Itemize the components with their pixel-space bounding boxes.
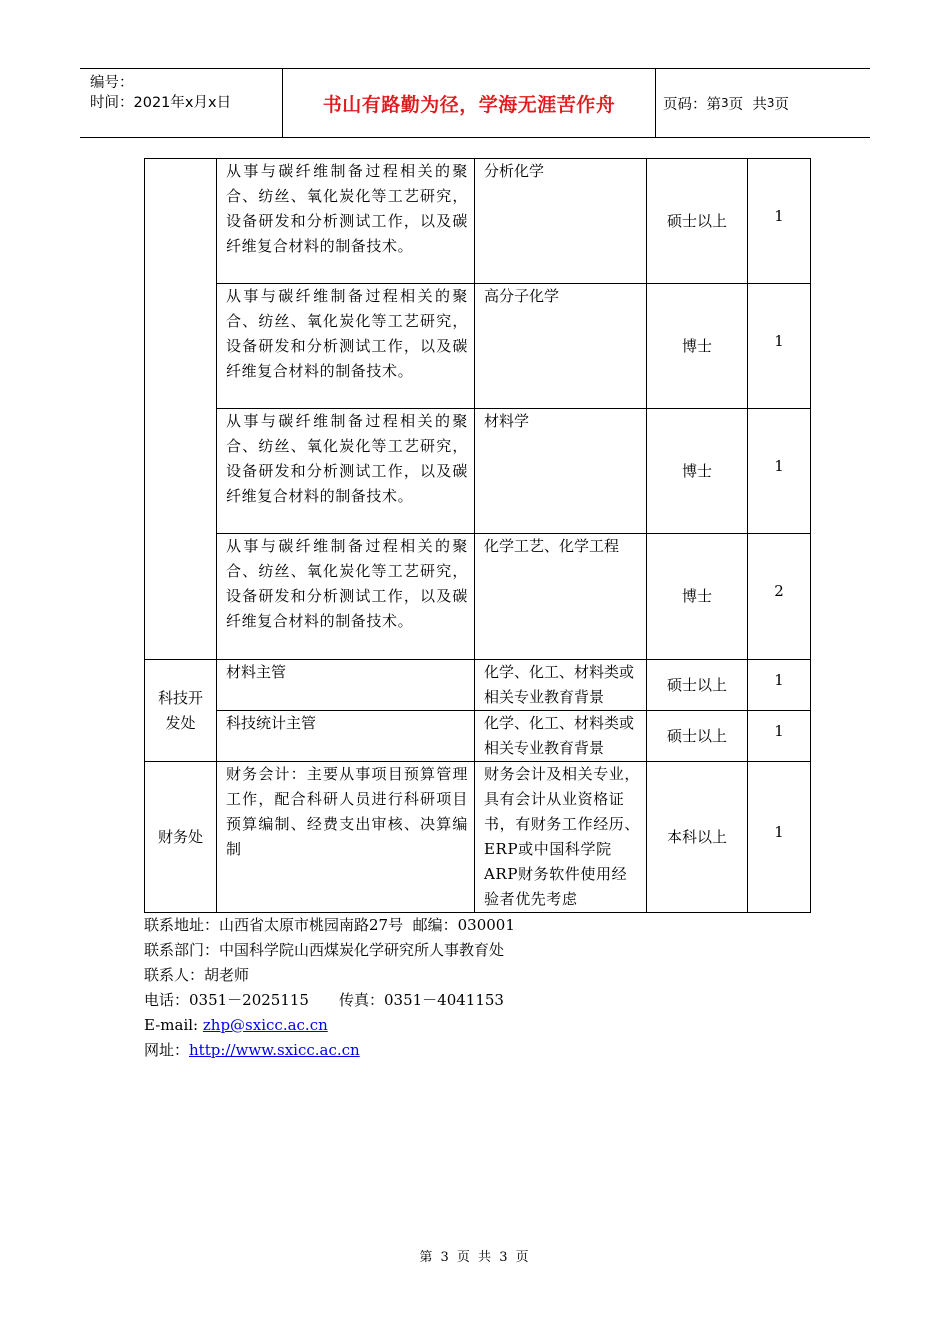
doc-number-label: 编号： [90,75,134,91]
doc-date-label: 时间：2021年x月x日 [90,95,232,111]
count-cell: 1 [748,711,811,762]
major-cell: 化学、化工、材料类或相关专业教育背景 [475,660,647,711]
table-row [145,284,811,409]
position-cell: 财务会计：主要从事项目预算管理工作，配合科研人员进行科研项目预算编制、经费支出审核、决算编制 [217,762,475,913]
page-header [80,68,870,138]
contact-email-line [144,1013,515,1038]
count-cell: 1 [748,762,811,913]
dept-cell-empty [145,159,217,660]
page-suffix: 页 [774,96,789,113]
count-cell: 1 [748,284,811,409]
header-meta [80,69,282,137]
dept-cell-caiwu: 财务处 [145,762,217,913]
contact-phone: 电话：0351－2025115 [144,991,309,1009]
header-page-number [655,69,870,137]
dept-cell-keji: 科技开发处 [145,660,217,762]
email-link[interactable]: zhp@sxicc.ac.cn [202,1016,328,1034]
major-cell: 分析化学 [475,159,647,284]
contact-phone-line [144,988,515,1013]
page-mid: 页 共 [728,96,767,113]
position-desc-cell: 从事与碳纤维制备过程相关的聚合、纺丝、氧化炭化等工艺研究，设备研发和分析测试工作，以及碳纤维复合材料的制备技术。 [217,534,475,660]
table-row [145,409,811,534]
position-cell: 科技统计主管 [217,711,475,762]
count-cell: 1 [748,660,811,711]
recruitment-table [144,158,811,913]
count-cell: 1 [748,409,811,534]
contact-web-line [144,1038,515,1063]
degree-cell: 博士 [647,284,748,409]
degree-cell: 博士 [647,534,748,660]
table-row [145,762,811,913]
position-desc-cell: 从事与碳纤维制备过程相关的聚合、纺丝、氧化炭化等工艺研究，设备研发和分析测试工作，以及碳纤维复合材料的制备技术。 [217,284,475,409]
degree-cell: 博士 [647,409,748,534]
major-cell: 化学工艺、化学工程 [475,534,647,660]
count-cell: 1 [748,159,811,284]
page-footer: 第 3 页 共 3 页 [419,1250,531,1265]
page-total: 3 [766,96,775,110]
degree-cell: 本科以上 [647,762,748,913]
degree-cell: 硕士以上 [647,711,748,762]
contact-department: 联系部门：中国科学院山西煤炭化学研究所人事教育处 [144,941,505,959]
page-current: 3 [721,96,729,110]
degree-cell: 硕士以上 [647,660,748,711]
table-row [145,711,811,762]
contact-info [144,913,515,1063]
major-cell: 高分子化学 [475,284,647,409]
email-label: E-mail: [144,1016,203,1034]
contact-address: 联系地址：山西省太原市桃园南路27号 邮编：030001 [144,916,515,934]
page-prefix: 页码：第 [663,96,721,113]
major-cell: 材料学 [475,409,647,534]
major-cell: 财务会计及相关专业，具有会计从业资格证书，有财务工作经历、ERP或中国科学院ARP财务软件使用经验者优先考虑 [475,762,647,913]
table-row [145,159,811,284]
web-label: 网址： [144,1041,190,1059]
table-row [145,534,811,660]
header-motto: 书山有路勤为径，学海无涯苦作舟 [282,69,656,137]
table-row [145,660,811,711]
contact-fax: 传真：0351－4041153 [338,991,504,1009]
website-link[interactable]: http://www.sxicc.ac.cn [189,1041,360,1059]
position-desc-cell: 从事与碳纤维制备过程相关的聚合、纺丝、氧化炭化等工艺研究，设备研发和分析测试工作，以及碳纤维复合材料的制备技术。 [217,159,475,284]
position-desc-cell: 从事与碳纤维制备过程相关的聚合、纺丝、氧化炭化等工艺研究，设备研发和分析测试工作，以及碳纤维复合材料的制备技术。 [217,409,475,534]
contact-person: 联系人：胡老师 [144,966,250,984]
count-cell: 2 [748,534,811,660]
major-cell: 化学、化工、材料类或相关专业教育背景 [475,711,647,762]
position-cell: 材料主管 [217,660,475,711]
degree-cell: 硕士以上 [647,159,748,284]
